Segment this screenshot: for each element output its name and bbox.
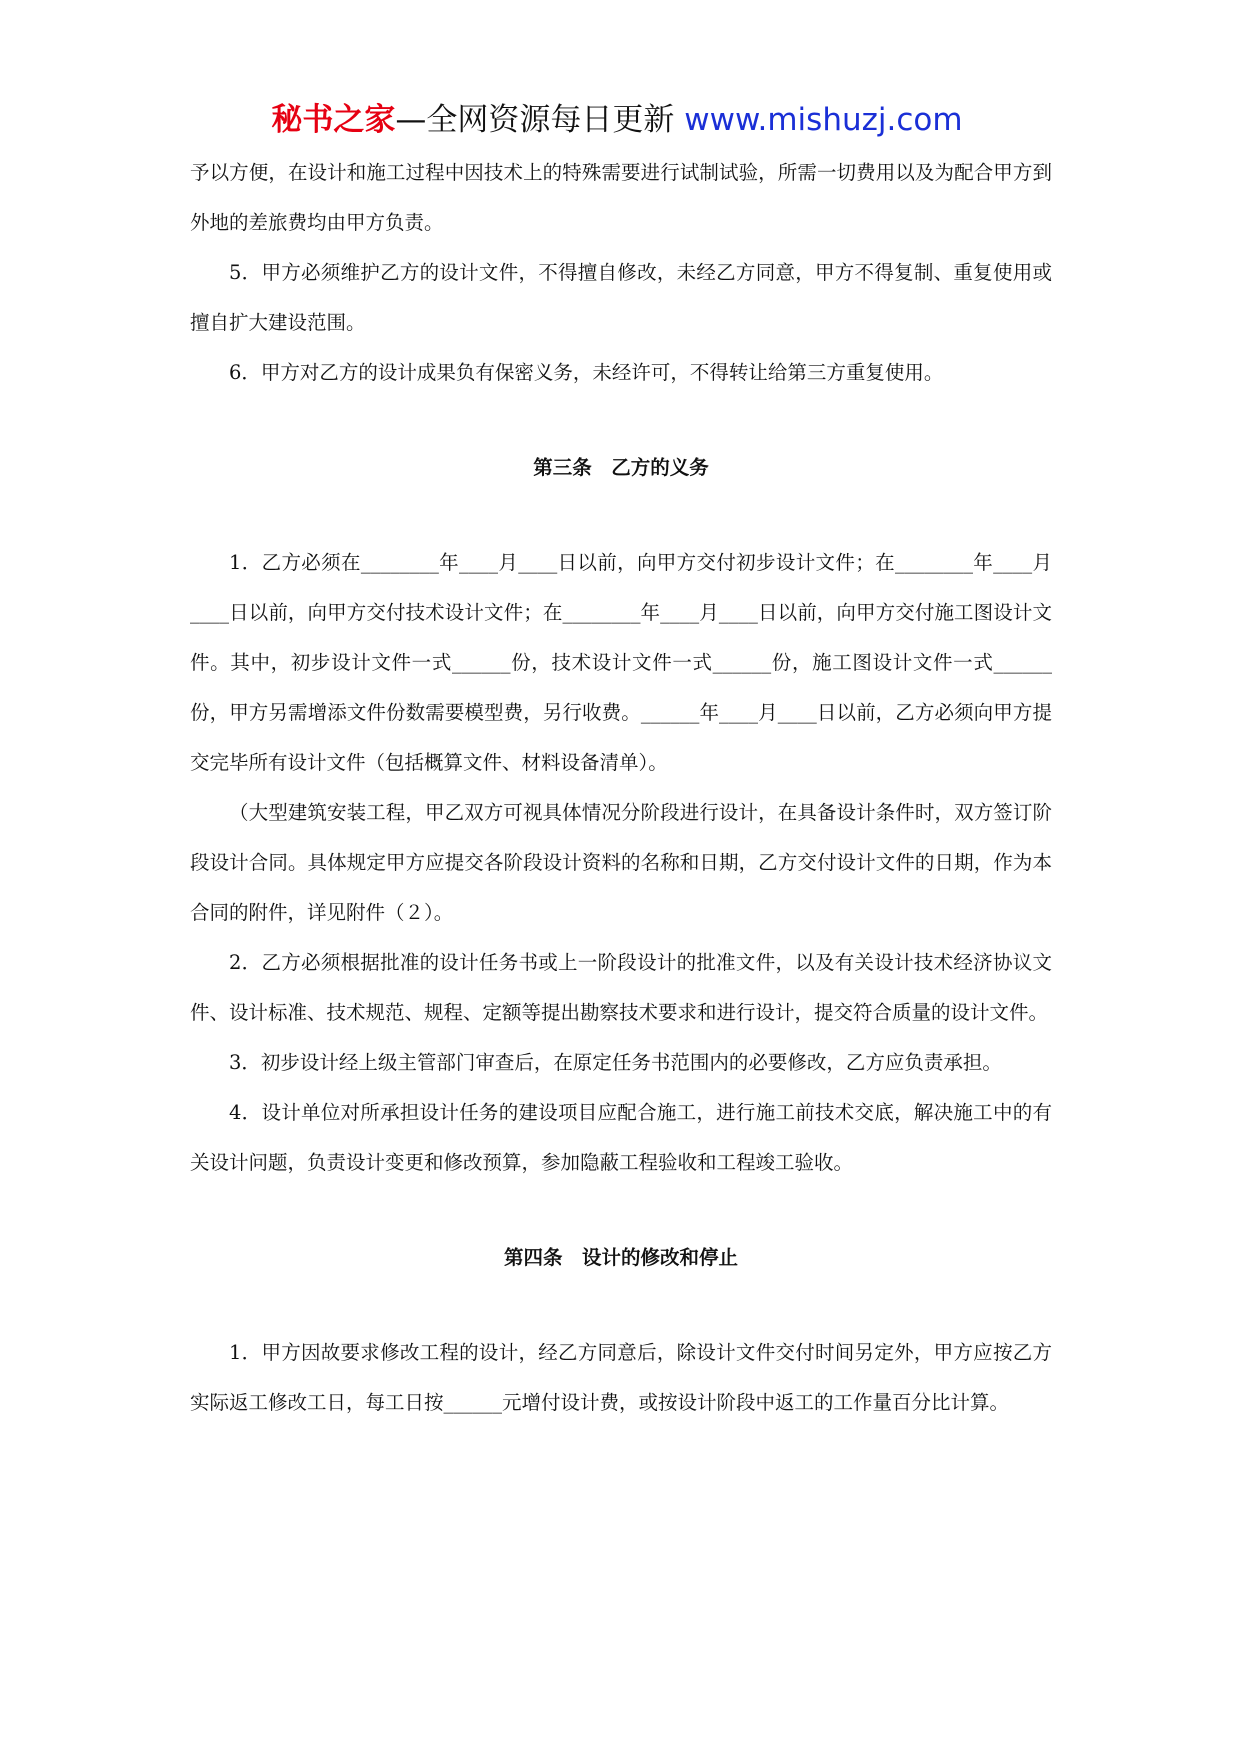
site-brand: 秘书之家 xyxy=(271,102,396,138)
paragraph-clause-6: 6．甲方对乙方的设计成果负有保密义务，未经许可，不得转让给第三方重复使用。 xyxy=(229,361,944,384)
paragraph-article-3-item-2: 2．乙方必须根据批准的设计任务书或上一阶段设计的批准文件，以及有关设计技术经济协议文件、设计标准、技术规范、规程、定额等提出勘察技术要求和进行设计，提交符合质量的设计文件。 xyxy=(190,951,1052,1024)
paragraph-article-3-item-1: 1．乙方必须在________年____月____日以前，向甲方交付初步设计文件；在________年____月____日以前，向甲方交付技术设计文件；在________年____月____日以前，向甲方交付施工图设计文件。其中，初步设计文件一式______份，技术设计文件一式______份，施工图设计文件一式______份，甲方另需增添文件份数需要模型费，另行收费。______年____月____日以前，乙方必须向甲方提交完毕所有设计文件（包括概算文件、材料设备清单）。 xyxy=(190,551,1052,774)
site-header xyxy=(0,100,1234,140)
paragraph-clause-5: 5．甲方必须维护乙方的设计文件，不得擅自修改，未经乙方同意，甲方不得复制、重复使用或擅自扩大建设范围。 xyxy=(190,261,1052,334)
paragraph-article-3-note: （大型建筑安装工程，甲乙双方可视具体情况分阶段进行设计，在具备设计条件时，双方签订阶段设计合同。具体规定甲方应提交各阶段设计资料的名称和日期，乙方交付设计文件的日期，作为本合同的附件，详见附件（２）。 xyxy=(190,801,1052,924)
paragraph-article-4-item-1: 1．甲方因故要求修改工程的设计，经乙方同意后，除设计文件交付时间另定外，甲方应按乙方实际返工修改工日，每工日按______元增付设计费，或按设计阶段中返工的工作量百分比计算。 xyxy=(190,1341,1052,1414)
section-heading-article-4: 第四条 设计的修改和停止 xyxy=(503,1246,738,1269)
site-url-link[interactable]: www.mishuzj.com xyxy=(684,102,963,138)
document-body xyxy=(190,148,1052,1428)
site-tagline: —全网资源每日更新 xyxy=(395,102,685,138)
section-heading-article-3: 第三条 乙方的义务 xyxy=(533,456,709,479)
paragraph-article-3-item-3: 3．初步设计经上级主管部门审查后，在原定任务书范围内的必要修改，乙方应负责承担。 xyxy=(229,1051,1002,1074)
paragraph-continuation: 予以方便，在设计和施工过程中因技术上的特殊需要进行试制试验，所需一切费用以及为配合甲方到外地的差旅费均由甲方负责。 xyxy=(190,161,1052,234)
paragraph-article-3-item-4: 4．设计单位对所承担设计任务的建设项目应配合施工，进行施工前技术交底，解决施工中的有关设计问题，负责设计变更和修改预算，参加隐蔽工程验收和工程竣工验收。 xyxy=(190,1101,1052,1174)
